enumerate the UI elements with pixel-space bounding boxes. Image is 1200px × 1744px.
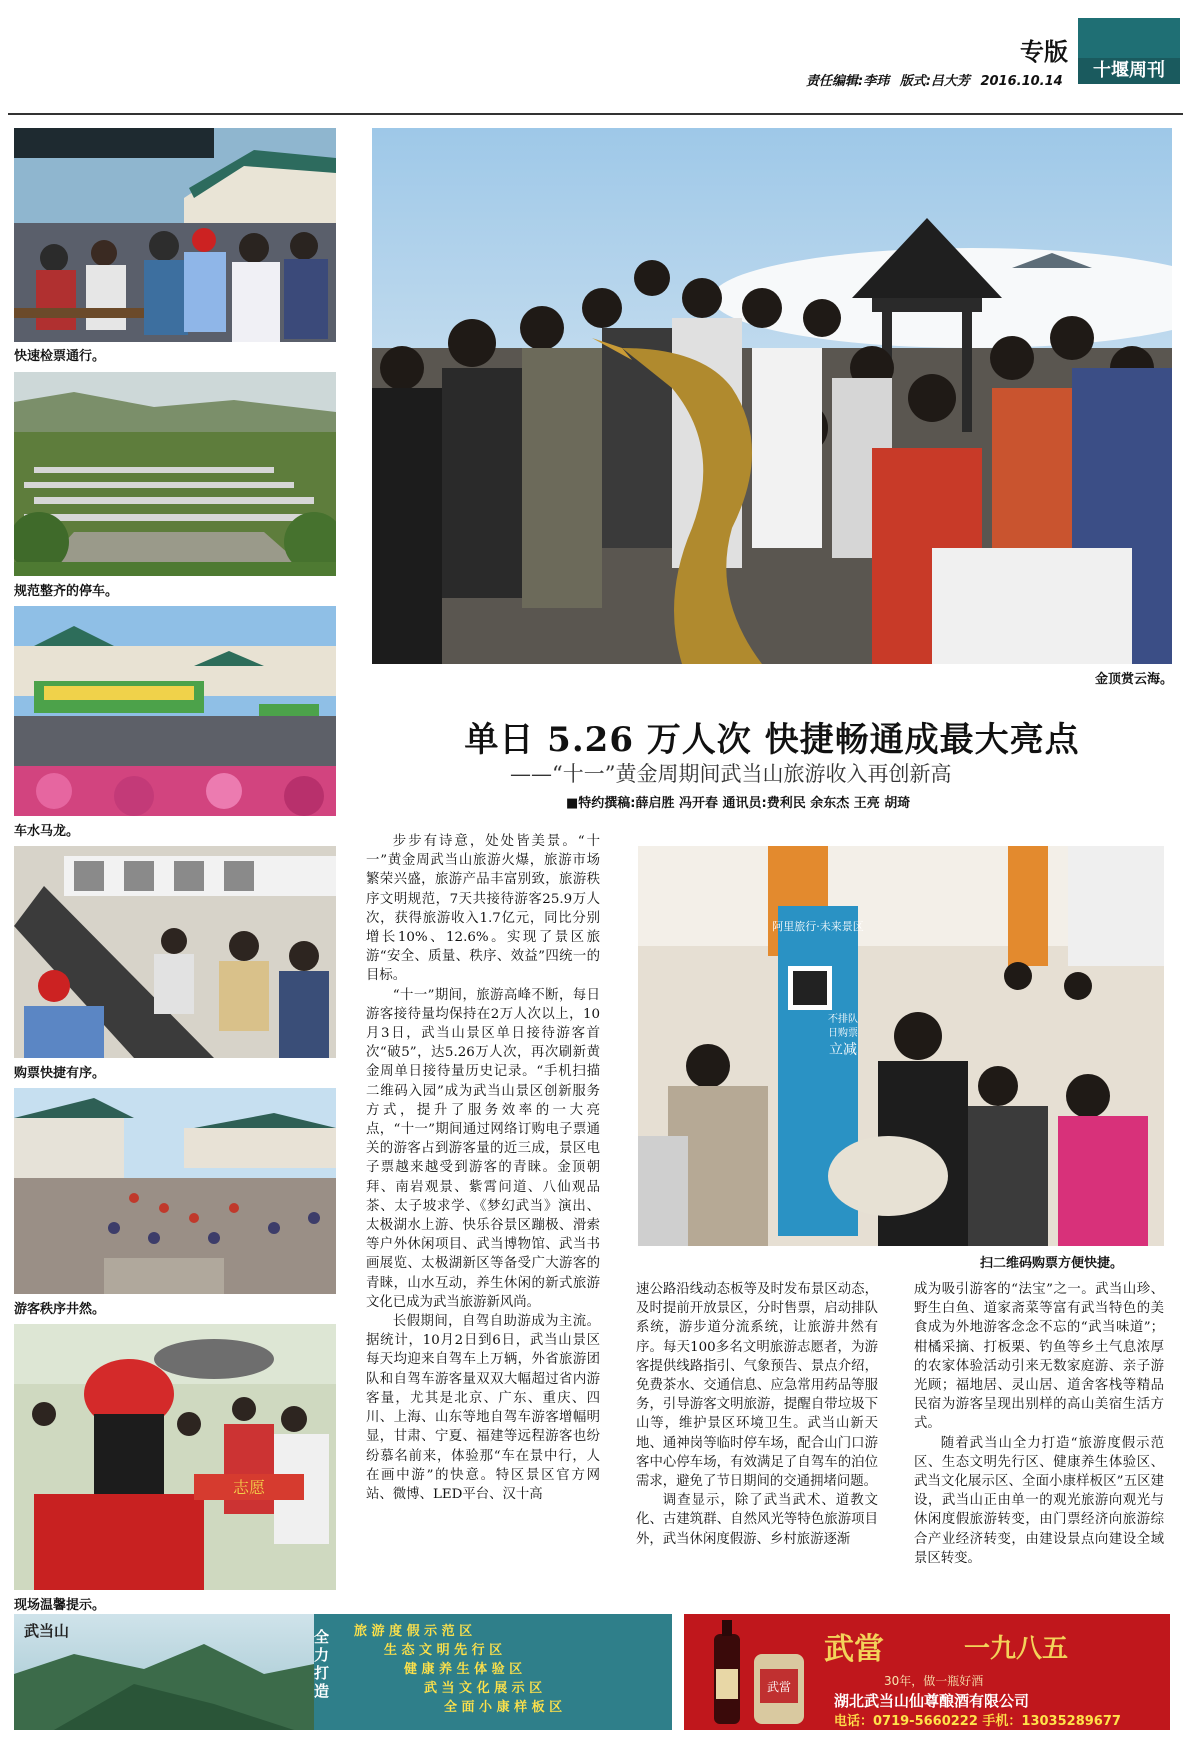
paragraph: 成为吸引游客的“法宝”之一。武当山珍、野生白鱼、道家斋菜等富有武当特色的美食成为外地游客念念不忘的“武当味道”；柑橘采摘、打板栗、钓鱼等乡土气息浓厚的农家体验活动引来无数家庭游、亲子游光顾；福地居、灵山居、道舍客栈等精品民宿为游客呈现出别样的高山美宿生活方式。 — [914, 1282, 1164, 1432]
ad-logo: 武当山 — [24, 1622, 70, 1640]
article-column-1 — [366, 832, 600, 1504]
armband-text: 志愿 — [232, 1478, 266, 1497]
qr-banner-title: 阿里旅行·未来景区 — [772, 920, 864, 933]
ad-slogan-line: 全 面 小 康 样 板 区 — [444, 1700, 563, 1715]
photo-parking — [14, 372, 336, 576]
issue-date: 2016.10.14 — [980, 74, 1063, 89]
subheadline: ——“十一”黄金周期间武当山旅游收入再创新高 — [510, 762, 952, 786]
paragraph: 步步有诗意，处处皆美景。“十一”黄金周武当山旅游火爆，旅游市场繁荣兴盛，旅游产品丰富别致，旅游秩序文明规范，7天共接待游客25.9万人次，获得旅游收入1.7亿元，同比分别增长10%、12.6%。实现了景区旅游“安全、质量、秩序、效益”四统一的目标。 — [366, 834, 600, 984]
editor-credit: 责任编辑:李玮 — [806, 74, 890, 89]
liquor-slogan: 30年，做一瓶好酒 — [884, 1674, 984, 1688]
photo-caption: 规范整齐的停车。 — [14, 584, 119, 599]
bottle-label: 武當 — [766, 1680, 792, 1694]
photo-caption: 金顶赏云海。 — [1095, 672, 1174, 687]
article-column-3 — [914, 1280, 1164, 1568]
liquor-company: 湖北武当山仙尊酿酒有限公司 — [834, 1692, 1030, 1710]
ad-slogan-list — [354, 1622, 562, 1717]
photo-queue — [14, 1088, 336, 1294]
section-label: 专版 — [1020, 38, 1068, 66]
ad-slogan-line: 武 当 文 化 展 示 区 — [424, 1681, 543, 1696]
masthead-name: 十堰周刊 — [1078, 58, 1180, 84]
layout-credit: 版式:吕大芳 — [899, 74, 970, 89]
liquor-phone: 电话：0719-5660222 手机：13035289677 — [834, 1714, 1121, 1729]
article-column-2 — [636, 1280, 878, 1549]
ad-vertical-slogan: 全力打造 — [314, 1628, 330, 1700]
ad-slogan-line: 健 康 养 生 体 验 区 — [404, 1662, 523, 1677]
editor-line — [800, 70, 1063, 89]
header-rule — [8, 113, 1183, 115]
paragraph: 长假期间，自驾自助游成为主流。据统计，10月2日到6日，武当山景区每天均迎来自驾车上万辆，外省旅游团队和自驾车游客量双双大幅超过省内游客量，尤其是北京、广东、重庆、四川、上海、山东等地自驾车游客增幅明显，甘肃、宁夏、福建等远程游客也纷纷慕名前来，体验那“车在景中行，人在画中游”的快意。特区景区官方网站、微博、LED平台、汉十高 — [366, 1314, 600, 1502]
ad-slogan-line: 旅 游 度 假 示 范 区 — [354, 1624, 473, 1639]
liquor-brand: 武當 — [824, 1632, 884, 1667]
byline: ■特约撰稿:薛启胜 冯开春 通讯员:费利民 余东杰 王亮 胡琦 — [566, 796, 911, 811]
photo-golden-summit — [372, 128, 1172, 664]
photo-caption: 车水马龙。 — [14, 824, 80, 839]
masthead-logo — [1078, 18, 1180, 84]
photo-ticketing — [14, 846, 336, 1058]
qr-banner-line3: 立减 — [829, 1042, 857, 1058]
advertisement-liquor — [684, 1614, 1170, 1730]
paragraph: 随着武当山全力打造“旅游度假示范区、生态文明先行区、健康养生体验区、武当文化展示区、全面小康样板区”五区建设，武当山正由单一的观光旅游向观光与休闲度假旅游转变，由门票经济向旅游综合产业经济转变，由建设景点向建设全域景区转变。 — [914, 1435, 1164, 1566]
paragraph: 速公路沿线动态板等及时发布景区动态，及时提前开放景区，分时售票，启动排队系统，游步道分流系统，让旅游井然有序。每天100多名文明旅游志愿者，为游客提供线路指引、气象预告、景点介绍，免费茶水、交通信息、应急常用药品等服务，引导游客文明旅游，提醒自带垃圾下山等，维护景区环境卫生。武当山新天地、通神岗等临时停车场，配合山门口游客中心停车场，有效满足了自驾车的泊位需求，避免了节日期间的交通拥堵问题。 — [636, 1282, 878, 1490]
photo-volunteer — [14, 1324, 336, 1590]
photo-qr-ticketing — [638, 846, 1164, 1246]
photo-caption: 扫二维码购票方便快捷。 — [980, 1256, 1124, 1271]
qr-banner-line1: 不排队 — [828, 1014, 858, 1025]
photo-caption: 购票快捷有序。 — [14, 1066, 106, 1081]
photo-caption: 游客秩序井然。 — [14, 1302, 106, 1317]
qr-banner-line2: 日购票 — [828, 1028, 858, 1039]
liquor-year: 一九八五 — [964, 1634, 1069, 1664]
photo-ticket-gate — [14, 128, 336, 342]
photo-buses — [14, 606, 336, 816]
paragraph: “十一”期间，旅游高峰不断，每日游客接待量均保持在2万人次以上，10月3日，武当山景区单日接待游客首次“破5”，达5.26万人次，再次刷新黄金周单日接待量历史记录。“手机扫描二维码入园”成为武当山景区创新服务方式，提升了服务效率的一大亮点，“十一”期间通过网络订购电子票通关的游客占到游客量的近三成，景区电子票越来越受到游客的青睐。金顶朝拜、南岩观景、紫霄问道、八仙观品茶、太子坡求学、《梦幻武当》演出、太极湖水上游、快乐谷景区蹦极、滑索等户外休闲项目、武当博物馆、武当书画展览、太极湖新区等备受广大游客的青睐，山水互动，养生休闲的新式旅游文化已成为武当旅游新风尚。 — [366, 987, 600, 1310]
advertisement-tourism — [14, 1614, 672, 1730]
ad-slogan-line: 生 态 文 明 先 行 区 — [384, 1643, 503, 1658]
photo-caption: 快速检票通行。 — [14, 349, 106, 364]
photo-caption: 现场温馨提示。 — [14, 1598, 106, 1613]
paragraph: 调查显示，除了武当武术、道教文化、古建筑群、自然风光等特色旅游项目外，武当休闲度假游、乡村旅游逐渐 — [636, 1493, 878, 1547]
headline: 单日 5.26 万人次 快捷畅通成最大亮点 — [464, 720, 1080, 760]
